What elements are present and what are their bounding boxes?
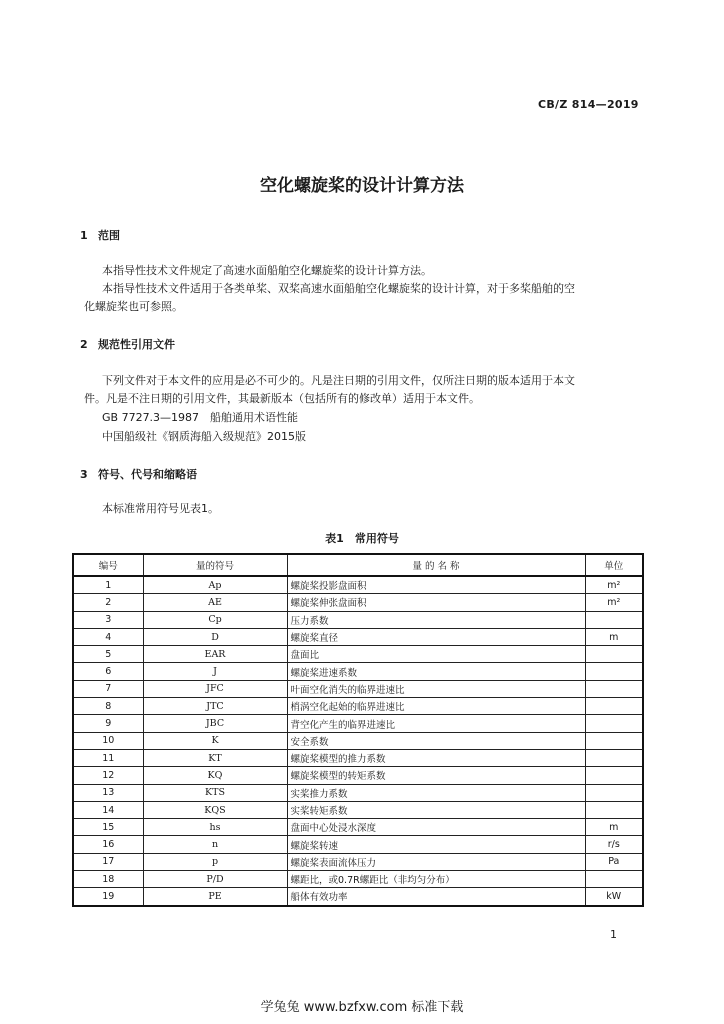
row-symbol: KTS bbox=[143, 784, 287, 801]
row-symbol: JTC bbox=[143, 698, 287, 715]
row-symbol: D bbox=[143, 628, 287, 645]
row-symbol: KQ bbox=[143, 767, 287, 784]
row-name: 实桨推力系数 bbox=[287, 784, 585, 801]
table-row bbox=[73, 888, 643, 906]
symbols-intro: 本标准常用符号见表1。 bbox=[102, 502, 219, 515]
scope-paragraph-2: 本指导性技术文件适用于各类单桨、双桨高速水面船舶空化螺旋桨的设计计算，对于多桨船舶的空 bbox=[102, 282, 575, 295]
row-symbol: EAR bbox=[143, 646, 287, 663]
table-row bbox=[73, 853, 643, 870]
table-row bbox=[73, 801, 643, 818]
table-row bbox=[73, 594, 643, 611]
section-number: 2 bbox=[80, 338, 88, 351]
table-row bbox=[73, 732, 643, 749]
row-number: 12 bbox=[73, 767, 143, 784]
page-number: 1 bbox=[610, 928, 617, 941]
header-unit: 单位 bbox=[585, 554, 643, 576]
references-paragraph: 下列文件对于本文件的应用是必不可少的。凡是注日期的引用文件，仅所注日期的版本适用于本文 bbox=[102, 374, 575, 387]
row-number: 19 bbox=[73, 888, 143, 906]
scope-paragraph-2-cont: 化螺旋桨也可参照。 bbox=[84, 300, 183, 313]
row-number: 16 bbox=[73, 836, 143, 853]
table-row bbox=[73, 646, 643, 663]
row-symbol: JBC bbox=[143, 715, 287, 732]
row-name: 盘面中心处浸水深度 bbox=[287, 819, 585, 836]
row-unit: r/s bbox=[585, 836, 643, 853]
row-unit bbox=[585, 784, 643, 801]
row-number: 3 bbox=[73, 611, 143, 628]
row-name: 梢涡空化起始的临界进速比 bbox=[287, 698, 585, 715]
table-row bbox=[73, 819, 643, 836]
row-unit bbox=[585, 698, 643, 715]
table-row bbox=[73, 698, 643, 715]
table-row bbox=[73, 836, 643, 853]
row-name: 螺旋桨直径 bbox=[287, 628, 585, 645]
row-name: 叶面空化消失的临界进速比 bbox=[287, 680, 585, 697]
row-unit bbox=[585, 767, 643, 784]
table-caption: 表1 常用符号 bbox=[325, 532, 399, 545]
row-number: 4 bbox=[73, 628, 143, 645]
standard-code: CB/Z 814—2019 bbox=[538, 98, 639, 111]
row-name: 船体有效功率 bbox=[287, 888, 585, 906]
row-symbol: n bbox=[143, 836, 287, 853]
table-row bbox=[73, 663, 643, 680]
row-unit bbox=[585, 680, 643, 697]
row-symbol: Ap bbox=[143, 576, 287, 594]
row-number: 13 bbox=[73, 784, 143, 801]
row-number: 7 bbox=[73, 680, 143, 697]
row-number: 14 bbox=[73, 801, 143, 818]
table-row bbox=[73, 749, 643, 766]
table-body bbox=[73, 576, 643, 906]
reference-item: GB 7727.3—1987 船舶通用术语性能 bbox=[102, 411, 299, 424]
references-paragraph-cont: 件。凡是不注日期的引用文件，其最新版本（包括所有的修改单）适用于本文件。 bbox=[84, 392, 480, 405]
row-symbol: AE bbox=[143, 594, 287, 611]
row-unit: m bbox=[585, 819, 643, 836]
row-symbol: p bbox=[143, 853, 287, 870]
table-row bbox=[73, 871, 643, 888]
row-symbol: hs bbox=[143, 819, 287, 836]
row-symbol: Cp bbox=[143, 611, 287, 628]
row-name: 螺旋桨模型的推力系数 bbox=[287, 749, 585, 766]
row-unit bbox=[585, 871, 643, 888]
row-name: 螺旋桨投影盘面积 bbox=[287, 576, 585, 594]
section-heading-scope bbox=[80, 227, 120, 243]
row-number: 6 bbox=[73, 663, 143, 680]
row-symbol: KQS bbox=[143, 801, 287, 818]
row-unit bbox=[585, 801, 643, 818]
row-name: 螺旋桨模型的转矩系数 bbox=[287, 767, 585, 784]
row-symbol: J bbox=[143, 663, 287, 680]
row-number: 8 bbox=[73, 698, 143, 715]
table-row bbox=[73, 628, 643, 645]
row-symbol: PE bbox=[143, 888, 287, 906]
row-symbol: P/D bbox=[143, 871, 287, 888]
row-name: 背空化产生的临界进速比 bbox=[287, 715, 585, 732]
row-unit: m bbox=[585, 628, 643, 645]
symbols-table bbox=[72, 553, 644, 907]
row-number: 18 bbox=[73, 871, 143, 888]
row-unit bbox=[585, 732, 643, 749]
row-unit bbox=[585, 611, 643, 628]
section-heading-symbols bbox=[80, 466, 197, 482]
row-number: 11 bbox=[73, 749, 143, 766]
header-symbol: 量的符号 bbox=[143, 554, 287, 576]
row-name: 螺旋桨进速系数 bbox=[287, 663, 585, 680]
row-unit: m² bbox=[585, 576, 643, 594]
row-unit bbox=[585, 646, 643, 663]
section-number: 3 bbox=[80, 468, 88, 481]
row-number: 1 bbox=[73, 576, 143, 594]
row-unit bbox=[585, 749, 643, 766]
row-unit bbox=[585, 663, 643, 680]
row-number: 2 bbox=[73, 594, 143, 611]
row-name: 螺旋桨表面流体压力 bbox=[287, 853, 585, 870]
row-number: 17 bbox=[73, 853, 143, 870]
row-number: 9 bbox=[73, 715, 143, 732]
section-title: 规范性引用文件 bbox=[98, 338, 175, 351]
table-row bbox=[73, 680, 643, 697]
table-row bbox=[73, 611, 643, 628]
row-name: 安全系数 bbox=[287, 732, 585, 749]
document-title: 空化螺旋桨的设计计算方法 bbox=[260, 176, 464, 196]
header-number: 编号 bbox=[73, 554, 143, 576]
section-number: 1 bbox=[80, 229, 88, 242]
scope-paragraph-1: 本指导性技术文件规定了高速水面船舶空化螺旋桨的设计计算方法。 bbox=[102, 264, 432, 277]
row-number: 10 bbox=[73, 732, 143, 749]
section-heading-references bbox=[80, 336, 175, 352]
table-header-row bbox=[73, 554, 643, 576]
table-row bbox=[73, 767, 643, 784]
row-unit: m² bbox=[585, 594, 643, 611]
row-name: 螺旋桨转速 bbox=[287, 836, 585, 853]
row-name: 螺旋桨伸张盘面积 bbox=[287, 594, 585, 611]
table-row bbox=[73, 576, 643, 594]
footer-watermark: 学兔兔 www.bzfxw.com 标准下载 bbox=[260, 1000, 464, 1015]
row-name: 压力系数 bbox=[287, 611, 585, 628]
reference-item: 中国船级社《钢质海船入级规范》2015版 bbox=[102, 430, 306, 443]
row-number: 15 bbox=[73, 819, 143, 836]
row-symbol: JFC bbox=[143, 680, 287, 697]
row-unit bbox=[585, 715, 643, 732]
section-title: 范围 bbox=[98, 229, 120, 242]
row-unit: Pa bbox=[585, 853, 643, 870]
row-name: 螺距比，或0.7R螺距比（非均匀分布） bbox=[287, 871, 585, 888]
table-row bbox=[73, 715, 643, 732]
row-name: 实桨转矩系数 bbox=[287, 801, 585, 818]
row-unit: kW bbox=[585, 888, 643, 906]
row-symbol: K bbox=[143, 732, 287, 749]
row-number: 5 bbox=[73, 646, 143, 663]
table-row bbox=[73, 784, 643, 801]
row-symbol: KT bbox=[143, 749, 287, 766]
section-title: 符号、代号和缩略语 bbox=[98, 468, 197, 481]
row-name: 盘面比 bbox=[287, 646, 585, 663]
header-name: 量 的 名 称 bbox=[287, 554, 585, 576]
